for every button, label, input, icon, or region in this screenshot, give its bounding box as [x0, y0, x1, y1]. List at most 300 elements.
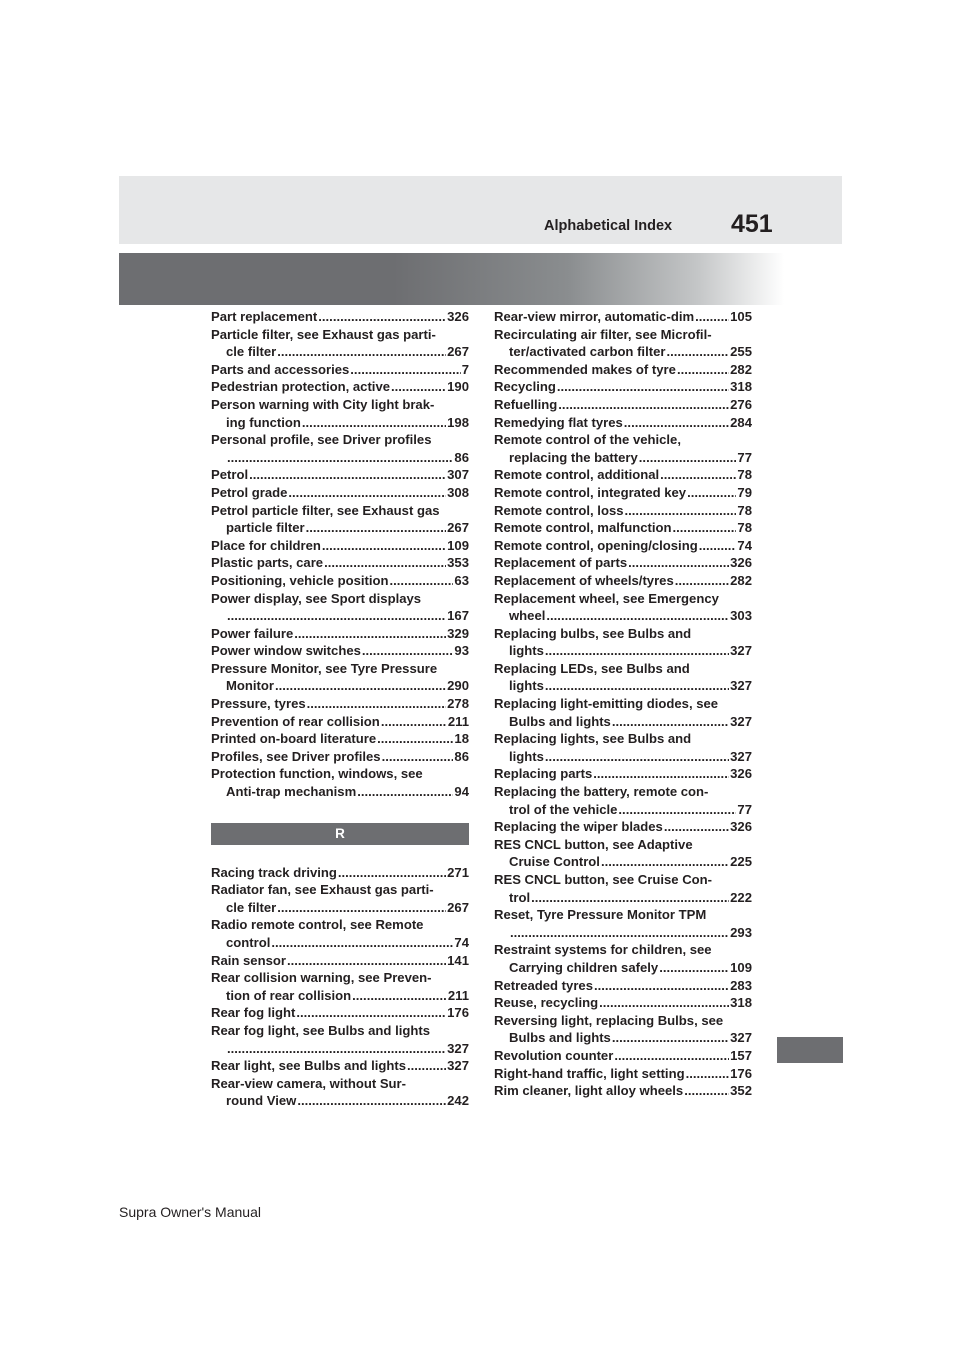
entry-label: Revolution counter	[494, 1047, 614, 1063]
entry-page-ref: 211	[447, 713, 469, 729]
dot-leader	[545, 642, 729, 660]
index-entry	[211, 361, 469, 379]
dot-leader	[322, 537, 446, 555]
index-entry	[211, 695, 469, 713]
entry-label: Remote control, loss	[494, 502, 624, 518]
entry-term	[211, 1075, 469, 1093]
index-entry	[494, 1012, 752, 1047]
entry-term	[494, 590, 752, 608]
dot-leader	[277, 899, 446, 917]
entry-label: Reset, Tyre Pressure Monitor TPM	[494, 907, 707, 923]
dot-leader	[510, 924, 729, 942]
dot-leader	[296, 1004, 446, 1022]
entry-page-ref: 225	[730, 854, 752, 870]
entry-label: Rear-view camera, without Sur-	[211, 1075, 407, 1091]
entry-term-continued	[494, 713, 752, 731]
entry-page-ref: 327	[730, 713, 752, 729]
index-entry	[494, 502, 752, 520]
entry-term	[211, 765, 469, 783]
entry-page-ref: 290	[447, 678, 469, 694]
entry-label: RES CNCL button, see Cruise Con-	[494, 872, 713, 887]
entry-page-ref: 271	[447, 864, 469, 880]
entry-page-ref: 63	[454, 572, 469, 588]
entry-term	[494, 1047, 752, 1065]
index-entry	[494, 1065, 752, 1083]
entry-label: Plastic parts, care	[211, 555, 324, 571]
entry-term	[211, 864, 469, 882]
index-entry	[494, 414, 752, 432]
entry-label: Cruise Control	[509, 854, 600, 870]
index-entry	[211, 1057, 469, 1075]
entry-page-ref: 141	[447, 952, 469, 968]
entry-term-continued	[494, 449, 752, 467]
entry-label: cle filter	[226, 344, 277, 360]
entry-label: Replacing the battery, remote con-	[494, 784, 709, 800]
index-entry	[211, 431, 469, 466]
dot-leader	[362, 642, 454, 660]
entry-label: Rear fog light	[211, 1005, 296, 1021]
dot-leader	[687, 484, 736, 502]
entry-label: Power failure	[211, 625, 294, 641]
dot-leader	[618, 801, 736, 819]
index-entry	[494, 941, 752, 976]
entry-term	[211, 502, 469, 520]
entry-term	[211, 396, 469, 414]
entry-label: Monitor	[226, 678, 274, 694]
entry-label: tion of rear collision	[226, 987, 352, 1003]
entry-term	[211, 642, 469, 660]
dot-leader	[628, 554, 729, 572]
index-entry	[494, 1047, 752, 1065]
entry-page-ref: 267	[447, 520, 469, 536]
dot-leader	[686, 1065, 730, 1083]
entry-label: Remote control, integrated key	[494, 484, 687, 500]
entry-page-ref: 78	[737, 520, 752, 536]
index-entry	[494, 396, 752, 414]
entry-label: Recirculating air filter, see Microfil-	[494, 326, 712, 342]
entry-term	[211, 952, 469, 970]
entry-label: Retreaded tyres	[494, 977, 593, 993]
dot-leader	[612, 1029, 729, 1047]
index-entry	[211, 590, 469, 625]
entry-label: control	[226, 935, 271, 950]
gradient-banner	[119, 253, 842, 305]
dot-leader	[558, 396, 729, 414]
index-entry	[494, 994, 752, 1012]
entry-label: Carrying children safely	[509, 959, 659, 975]
index-entry	[211, 952, 469, 970]
entry-term	[494, 1082, 752, 1100]
entry-term-continued	[211, 899, 469, 917]
entry-term	[211, 625, 469, 643]
entry-term-continued	[211, 677, 469, 695]
entry-term	[211, 590, 469, 608]
index-entry	[494, 519, 752, 537]
index-entry	[494, 871, 752, 906]
entry-label: Remote control of the vehicle,	[494, 432, 681, 448]
index-entry	[211, 554, 469, 572]
dot-leader	[377, 730, 453, 748]
entry-term-continued	[494, 801, 752, 819]
index-entry	[494, 308, 752, 326]
entry-page-ref: 190	[447, 379, 469, 395]
entry-page-ref: 93	[454, 643, 469, 659]
index-entry	[211, 1075, 469, 1110]
entry-term	[211, 1004, 469, 1022]
entry-page-ref: 7	[461, 361, 469, 377]
entry-page-ref: 167	[447, 608, 469, 624]
index-entry	[211, 881, 469, 916]
entry-page-ref: 176	[447, 1005, 469, 1021]
entry-term	[494, 361, 752, 379]
index-group-r-continued	[494, 308, 752, 1100]
entry-term	[211, 572, 469, 590]
entry-page-ref: 78	[737, 502, 752, 518]
entry-label: wheel	[509, 608, 546, 624]
index-entry	[494, 572, 752, 590]
dot-leader	[390, 572, 454, 590]
entry-page-ref: 78	[737, 467, 752, 483]
entry-label: Refuelling	[494, 396, 558, 412]
entry-page-ref: 94	[454, 784, 469, 800]
entry-label: Rear collision warning, see Preven-	[211, 970, 432, 986]
entry-label: Recommended makes of tyre	[494, 361, 676, 377]
entry-label: Restraint systems for children, see	[494, 942, 712, 958]
entry-label: Radiator fan, see Exhaust gas parti-	[211, 882, 434, 898]
index-entry	[494, 818, 752, 836]
entry-label: Petrol particle filter, see Exhaust gas	[211, 502, 440, 518]
entry-page-ref: 327	[730, 1030, 752, 1046]
index-entry	[211, 730, 469, 748]
entry-term-continued	[494, 748, 752, 766]
index-entry	[494, 554, 752, 572]
index-entry	[211, 466, 469, 484]
entry-page-ref: 327	[447, 1040, 469, 1056]
entry-page-ref: 303	[730, 608, 752, 624]
entry-page-ref: 157	[730, 1047, 752, 1063]
dot-leader	[391, 378, 446, 396]
entry-page-ref: 318	[730, 995, 752, 1011]
entry-label: Protection function, windows, see	[211, 766, 423, 782]
entry-label: trol of the vehicle	[509, 801, 618, 817]
entry-term	[211, 537, 469, 555]
entry-label: Replacing LEDs, see Bulbs and	[494, 660, 690, 676]
dot-leader	[677, 361, 729, 379]
dot-leader	[531, 889, 729, 907]
entry-term-continued	[211, 1092, 469, 1110]
dot-leader	[593, 765, 729, 783]
index-entry	[494, 765, 752, 783]
entry-term	[211, 1057, 469, 1075]
entry-label: Reuse, recycling	[494, 995, 599, 1011]
entry-label: Printed on-board literature	[211, 731, 377, 747]
entry-term	[494, 625, 752, 643]
entry-term-continued	[211, 519, 469, 537]
entry-term-continued	[211, 449, 469, 467]
entry-label: replacing the battery	[509, 449, 638, 465]
entry-term	[494, 871, 752, 889]
entry-page-ref: 198	[447, 414, 469, 430]
entry-term	[211, 695, 469, 713]
entry-term	[494, 572, 752, 590]
dot-leader	[695, 308, 729, 326]
index-entry	[211, 864, 469, 882]
entry-term	[494, 519, 752, 537]
dot-leader	[639, 449, 737, 467]
entry-term-continued	[494, 853, 752, 871]
entry-label: cle filter	[226, 899, 277, 915]
entry-term	[494, 977, 752, 995]
entry-label: ter/activated carbon filter	[509, 344, 666, 360]
entry-page-ref: 283	[730, 977, 752, 993]
entry-label: Remote control, malfunction	[494, 520, 672, 536]
entry-label: Profiles, see Driver profiles	[211, 748, 381, 764]
entry-term	[494, 818, 752, 836]
dot-leader	[271, 934, 453, 952]
dot-leader	[324, 554, 446, 572]
entry-term	[494, 396, 752, 414]
entry-page-ref: 308	[447, 484, 469, 500]
entry-label: Bulbs and lights	[509, 1030, 611, 1046]
entry-label: Positioning, vehicle position	[211, 572, 389, 588]
index-entry	[494, 730, 752, 765]
dot-leader	[382, 748, 454, 766]
entry-term	[494, 906, 752, 924]
entry-label: lights	[509, 643, 544, 659]
dot-leader	[666, 343, 729, 361]
entry-term	[211, 660, 469, 678]
entry-term	[211, 378, 469, 396]
index-entry	[211, 1022, 469, 1057]
entry-label: Power display, see Sport displays	[211, 590, 422, 606]
entry-term	[494, 994, 752, 1012]
entry-term-continued	[494, 642, 752, 660]
page-number: 451	[731, 210, 773, 238]
entry-term	[211, 554, 469, 572]
dot-leader	[357, 783, 453, 801]
entry-term-continued	[494, 1029, 752, 1047]
entry-label: Rain sensor	[211, 952, 286, 968]
index-entry	[494, 906, 752, 941]
entry-label: Personal profile, see Driver profiles	[211, 432, 432, 448]
dot-leader	[227, 1040, 446, 1058]
entry-label: Replacement of parts	[494, 555, 628, 571]
entry-term	[494, 537, 752, 555]
index-entry	[211, 625, 469, 643]
entry-page-ref: 276	[730, 396, 752, 412]
entry-term	[494, 308, 752, 326]
dot-leader	[307, 695, 447, 713]
entry-page-ref: 109	[447, 537, 469, 553]
index-entry	[211, 572, 469, 590]
entry-page-ref: 211	[447, 987, 469, 1003]
dot-leader	[277, 343, 446, 361]
entry-term	[494, 660, 752, 678]
entry-page-ref: 353	[447, 555, 469, 571]
entry-term	[494, 466, 752, 484]
entry-page-ref: 86	[454, 748, 469, 764]
entry-term	[494, 783, 752, 801]
entry-label: Pressure, tyres	[211, 696, 306, 712]
entry-label: Petrol	[211, 467, 249, 483]
entry-page-ref: 74	[454, 935, 469, 950]
entry-term	[211, 916, 469, 934]
entry-page-ref: 326	[447, 309, 469, 324]
entry-term	[494, 941, 752, 959]
dot-leader	[664, 818, 729, 836]
dot-leader	[675, 572, 729, 590]
entry-label: Prevention of rear collision	[211, 713, 380, 729]
letter-heading-r: R	[211, 823, 469, 845]
dot-leader	[352, 987, 447, 1005]
entry-label: Petrol grade	[211, 484, 288, 500]
index-entry	[211, 484, 469, 502]
dot-leader	[684, 1082, 729, 1100]
dot-leader	[275, 677, 446, 695]
entry-term	[211, 1022, 469, 1040]
index-entry	[494, 836, 752, 871]
entry-label: Anti-trap mechanism	[226, 784, 357, 800]
entry-term	[211, 881, 469, 899]
entry-term-continued	[494, 959, 752, 977]
dot-leader	[227, 607, 446, 625]
index-entry	[211, 502, 469, 537]
entry-label: Remote control, opening/closing	[494, 537, 698, 553]
entry-label: Racing track driving	[211, 864, 337, 880]
dot-leader	[227, 449, 453, 467]
entry-label: Rear fog light, see Bulbs and lights	[211, 1022, 430, 1038]
entry-label: Person warning with City light brak-	[211, 396, 435, 412]
entry-page-ref: 282	[730, 572, 752, 588]
entry-term	[494, 326, 752, 344]
dot-leader	[612, 713, 729, 731]
dot-leader	[699, 537, 737, 555]
entry-label: Right-hand traffic, light setting	[494, 1065, 685, 1081]
entry-term-continued	[494, 889, 752, 907]
index-entry	[494, 660, 752, 695]
dot-leader	[249, 466, 446, 484]
entry-page-ref: 222	[730, 889, 752, 905]
entry-label: particle filter	[226, 520, 305, 536]
index-group-r	[211, 864, 469, 1110]
entry-page-ref: 327	[730, 678, 752, 694]
index-entry	[494, 466, 752, 484]
entry-label: Bulbs and lights	[509, 713, 611, 729]
entry-term-continued	[211, 987, 469, 1005]
entry-label: Replacement of wheels/tyres	[494, 572, 674, 588]
entry-term	[211, 969, 469, 987]
entry-term	[211, 326, 469, 344]
index-entry	[211, 916, 469, 951]
entry-term	[494, 484, 752, 502]
entry-page-ref: 79	[737, 484, 752, 500]
entry-term-continued	[211, 934, 469, 952]
entry-term	[211, 466, 469, 484]
dot-leader	[297, 1092, 446, 1110]
entry-label: Replacing parts	[494, 766, 593, 782]
index-entry	[211, 713, 469, 731]
entry-term	[211, 748, 469, 766]
dot-leader	[659, 959, 729, 977]
entry-label: Pressure Monitor, see Tyre Pressure	[211, 660, 438, 676]
dot-leader	[302, 414, 446, 432]
dot-leader	[599, 994, 729, 1012]
index-entry	[211, 765, 469, 800]
index-entry	[494, 1082, 752, 1100]
entry-label: Rear-view mirror, automatic-dim	[494, 309, 695, 324]
index-entry	[211, 326, 469, 361]
entry-term-continued	[494, 607, 752, 625]
entry-page-ref: 109	[730, 959, 752, 975]
entry-label: Remedying flat tyres	[494, 414, 623, 430]
entry-page-ref: 242	[447, 1093, 469, 1109]
entry-page-ref: 284	[730, 414, 752, 430]
dot-leader	[338, 864, 446, 882]
entry-term-continued	[494, 924, 752, 942]
entry-label: round View	[226, 1093, 297, 1109]
entry-label: Reversing light, replacing Bulbs, see	[494, 1012, 724, 1028]
dot-leader	[594, 977, 729, 995]
entry-term	[211, 431, 469, 449]
entry-label: Replacing bulbs, see Bulbs and	[494, 625, 692, 641]
entry-page-ref: 282	[730, 361, 752, 377]
entry-term-continued	[211, 343, 469, 361]
index-entry	[494, 783, 752, 818]
index-entry	[211, 1004, 469, 1022]
index-column-right	[494, 308, 752, 1100]
index-entry	[211, 308, 469, 326]
entry-label: ing function	[226, 414, 301, 430]
dot-leader	[660, 466, 736, 484]
entry-label: Replacing the wiper blades	[494, 819, 663, 835]
entry-term	[211, 713, 469, 731]
entry-page-ref: 267	[447, 344, 469, 360]
entry-page-ref: 255	[730, 344, 752, 360]
footer-manual-title: Supra Owner's Manual	[119, 1204, 261, 1220]
entry-page-ref: 329	[447, 625, 469, 641]
index-entry	[211, 969, 469, 1004]
dot-leader	[614, 1047, 729, 1065]
entry-label: Pedestrian protection, active	[211, 379, 391, 395]
index-entry	[211, 537, 469, 555]
dot-leader	[350, 361, 460, 379]
entry-page-ref: 77	[737, 801, 752, 817]
index-entry	[494, 326, 752, 361]
entry-page-ref: 318	[730, 379, 752, 395]
index-entry	[211, 660, 469, 695]
entry-label: Replacing lights, see Bulbs and	[494, 731, 692, 747]
entry-label: Replacement wheel, see Emergency	[494, 590, 719, 606]
entry-label: Place for children	[211, 537, 321, 553]
entry-page-ref: 326	[730, 819, 752, 835]
entry-label: Rear light, see Bulbs and lights	[211, 1058, 406, 1074]
index-entry	[494, 695, 752, 730]
entry-page-ref: 326	[730, 766, 752, 782]
entry-label: Part replacement	[211, 309, 318, 324]
entry-page-ref: 293	[730, 924, 752, 940]
index-column-left	[211, 308, 469, 1110]
entry-label: lights	[509, 678, 544, 694]
entry-label: Replacing light-emitting diodes, see	[494, 696, 719, 712]
dot-leader	[318, 308, 446, 326]
index-entry	[494, 361, 752, 379]
entry-page-ref: 74	[737, 537, 752, 553]
entry-page-ref: 86	[454, 449, 469, 465]
entry-term	[494, 1065, 752, 1083]
entry-page-ref: 176	[730, 1065, 752, 1081]
entry-label: Rim cleaner, light alloy wheels	[494, 1083, 684, 1099]
index-entry	[211, 396, 469, 431]
